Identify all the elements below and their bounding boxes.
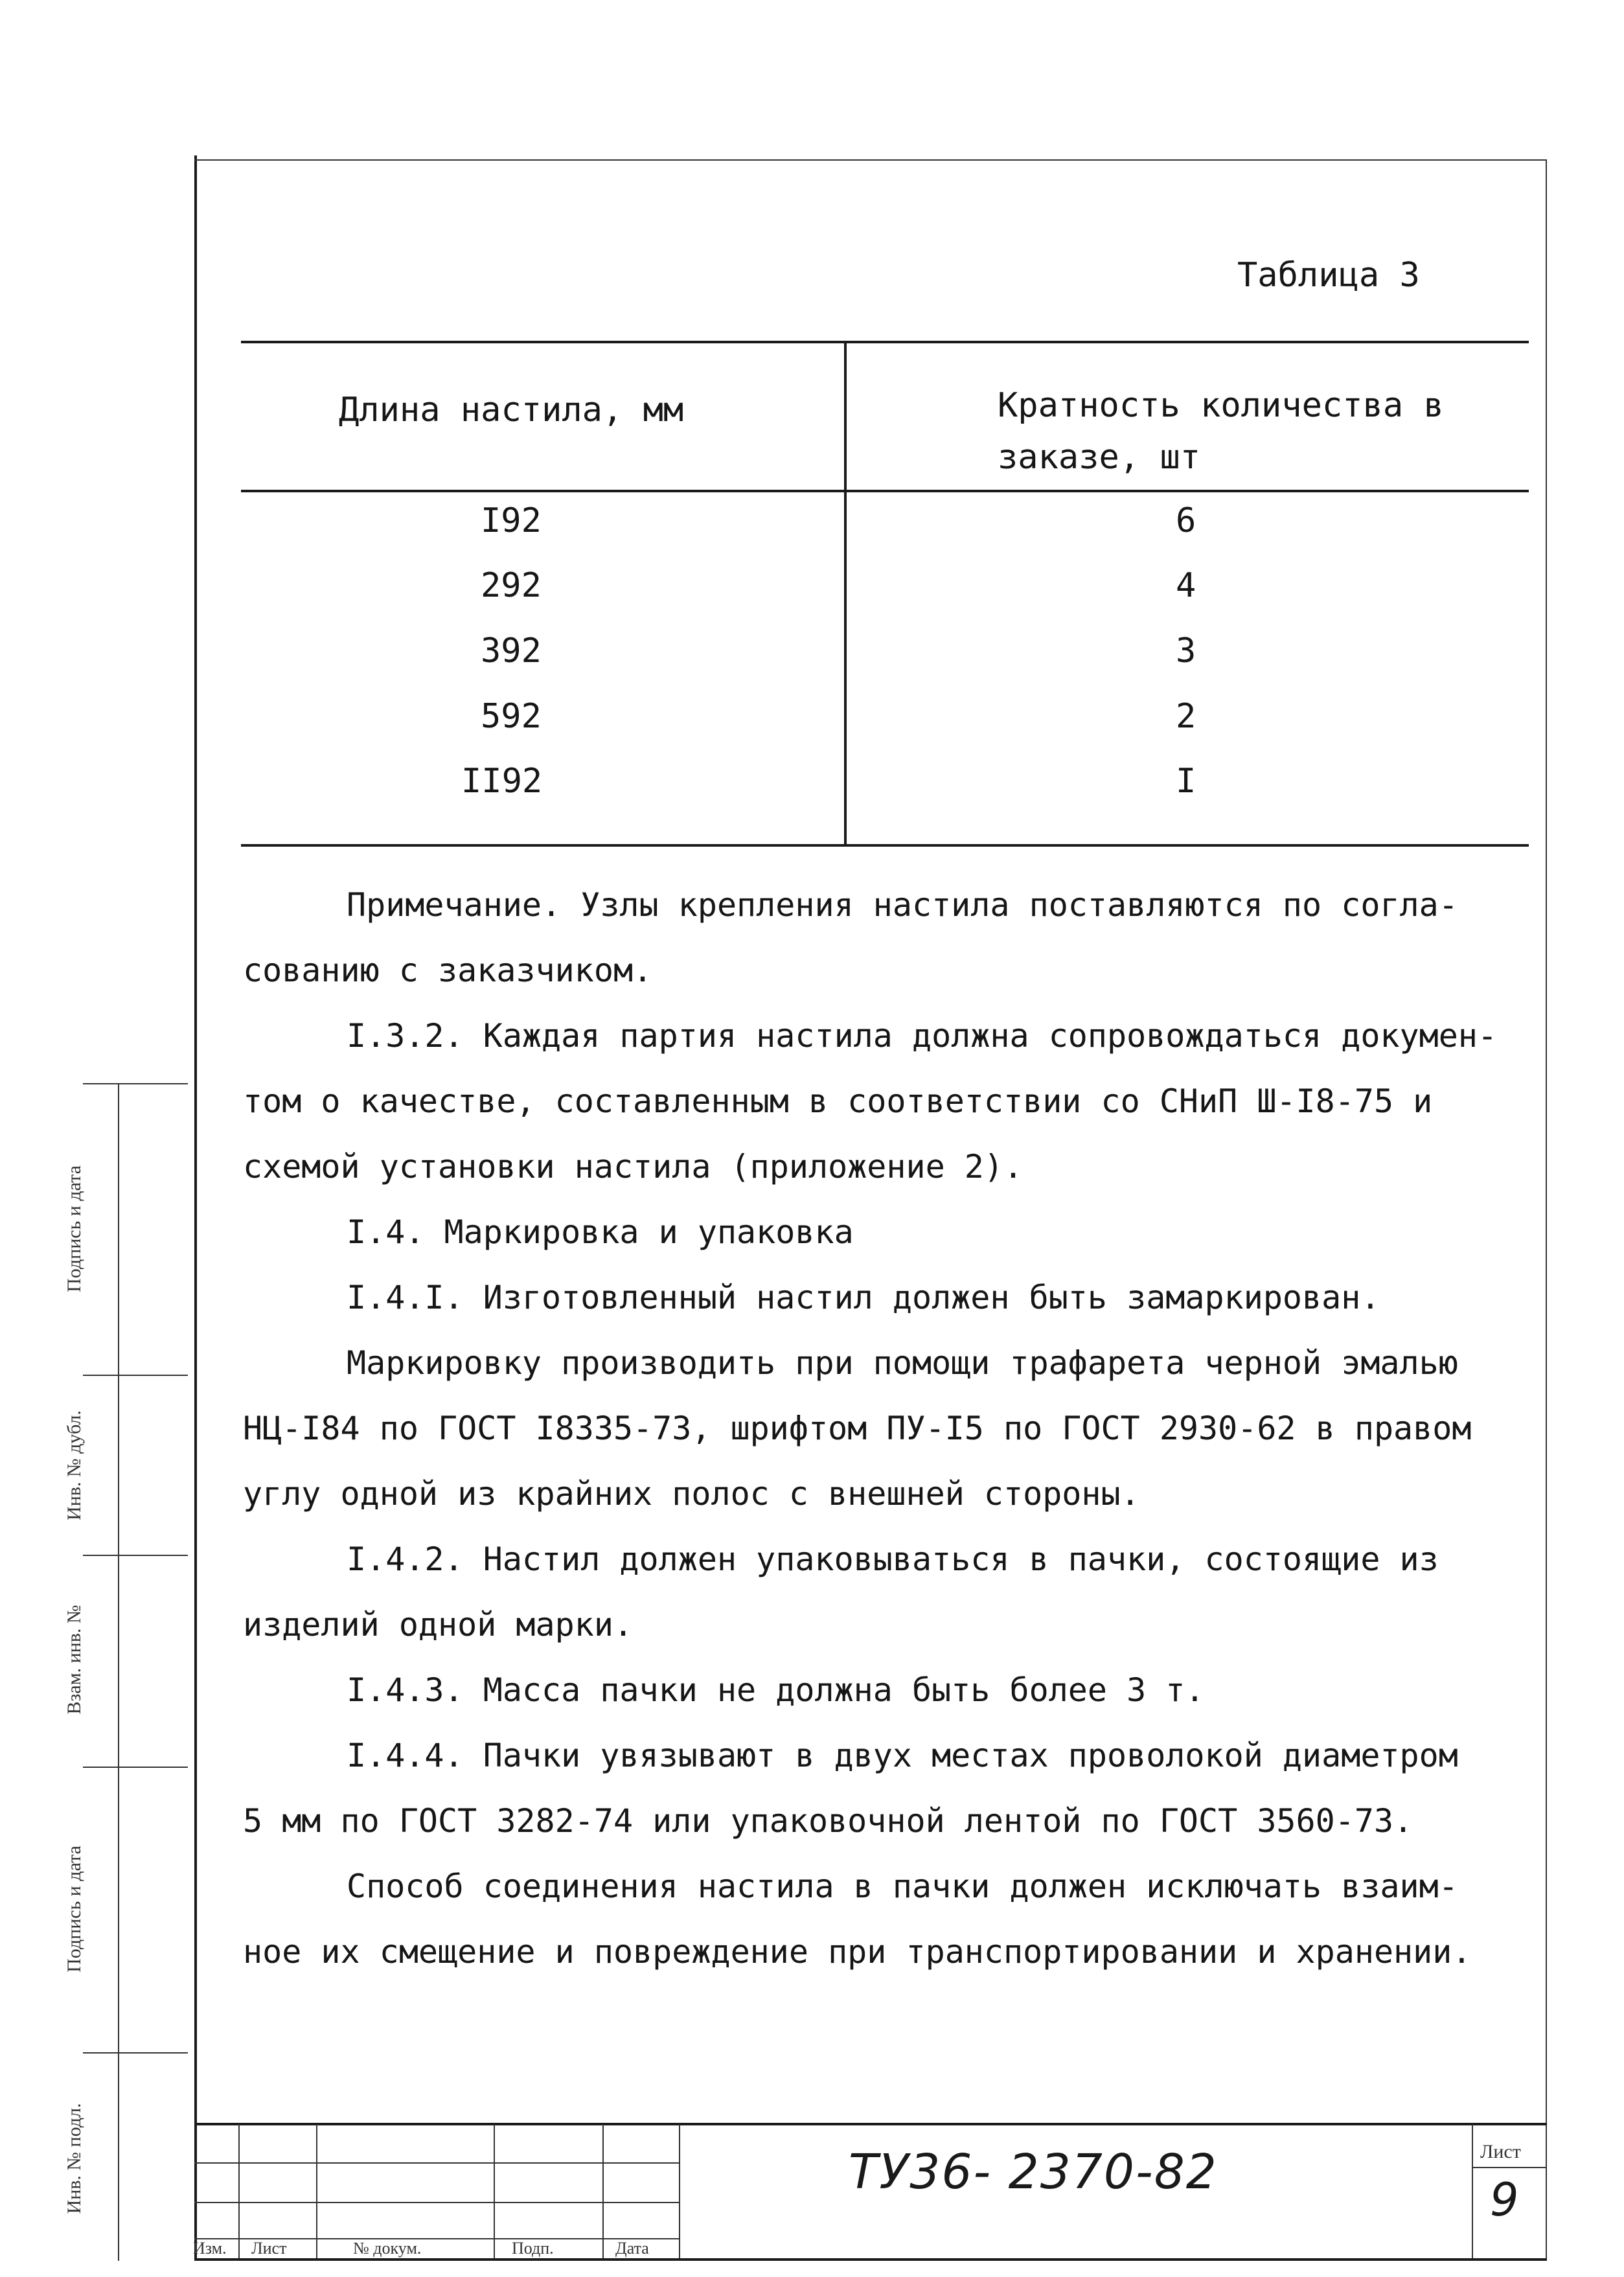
table-header-multiplicity-line1: Кратность количества в (998, 386, 1444, 425)
col-sheet-label: Лист (251, 2239, 287, 2258)
table-cell-multiplicity: I (1176, 762, 1196, 801)
document-code: ТУ36- 2370-82 (849, 2144, 1218, 2200)
method-line-2: ное их смещение и повреждение при транспортировании и хранении. (243, 1933, 1472, 1971)
note-line-2: сованию с заказчиком. (243, 952, 653, 989)
table-cell-multiplicity: 4 (1176, 566, 1196, 605)
title-block-bottom-rule (194, 2258, 1547, 2261)
table-header-rule (241, 490, 1529, 492)
dup-inventory-label: Инв. № дубл. (63, 1410, 85, 1520)
para-1-4-4-line-1: I.4.4. Пачки увязывают в двух местах проволокой диаметром (347, 1737, 1458, 1774)
method-line-1: Способ соединения настила в пачки должен исключать взаим- (347, 1868, 1458, 1905)
table-column-divider (844, 342, 847, 845)
col-date-label: Дата (615, 2239, 649, 2258)
table-cell-multiplicity: 2 (1176, 697, 1196, 736)
section-1-4-heading: I.4. Маркировка и упаковка (347, 1213, 854, 1251)
grid-divider (494, 2124, 495, 2258)
grid-rule (194, 2162, 680, 2164)
grid-divider (679, 2124, 680, 2258)
marking-line-3: углу одной из крайних полос с внешней стороны. (243, 1475, 1140, 1513)
table-top-rule (241, 341, 1529, 343)
stamp-rule (83, 1555, 188, 1556)
table-cell-length: II92 (461, 762, 543, 801)
grid-divider (316, 2124, 317, 2258)
original-inventory-label: Инв. № подл. (63, 2103, 85, 2214)
para-1-4-2-line-2: изделий одной марки. (243, 1606, 634, 1643)
title-block-top-rule (194, 2123, 1547, 2125)
sheet-box-rule (1472, 2167, 1547, 2168)
grid-rule (194, 2202, 680, 2203)
signature-date-bottom-label: Подпись и дата (63, 1846, 85, 1973)
marking-line-2: НЦ-I84 по ГОСТ I8335-73, шрифтом ПУ-I5 по ГОСТ 2930-62 в правом (243, 1410, 1472, 1447)
para-1-4-2-line-1: I.4.2. Настил должен упаковываться в пачки, состоящие из (347, 1540, 1439, 1578)
para-1-4-1: I.4.I. Изготовленный настил должен быть замаркирован. (347, 1279, 1380, 1316)
para-1-3-2-line-3: схемой установки настила (приложение 2). (243, 1148, 1024, 1185)
para-1-3-2-line-2: том о качестве, составленным в соответствии со СНиП Ш-I8-75 и (243, 1082, 1433, 1120)
table-cell-multiplicity: 3 (1176, 632, 1196, 670)
table-header-length: Длина настила, мм (339, 391, 684, 429)
para-1-4-4-line-2: 5 мм по ГОСТ 3282-74 или упаковочной лентой по ГОСТ 3560-73. (243, 1802, 1413, 1840)
table-cell-multiplicity: 6 (1176, 501, 1196, 540)
signature-date-top-label: Подпись и дата (63, 1165, 85, 1292)
col-change-label: Изм. (193, 2239, 227, 2258)
grid-divider (602, 2124, 604, 2258)
table-bottom-rule (241, 844, 1529, 847)
marking-line-1: Маркировку производить при помощи трафарета черной эмалью (347, 1344, 1458, 1382)
col-sign-label: Подп. (512, 2239, 554, 2258)
para-1-4-3: I.4.3. Масса пачки не должна быть более 3 т. (347, 1671, 1205, 1709)
sheet-box-divider (1472, 2124, 1473, 2258)
table-cell-length: 592 (481, 697, 542, 736)
grid-divider (238, 2124, 240, 2258)
frame-left-border (194, 155, 197, 2261)
frame-top-border (194, 159, 1547, 161)
stamp-rule (83, 1767, 188, 1768)
stamp-rule (83, 1375, 188, 1376)
table-cell-length: 392 (481, 632, 542, 670)
stamp-rule (83, 2052, 188, 2054)
para-1-3-2-line-1: I.3.2. Каждая партия настила должна сопровождаться докумен- (347, 1017, 1498, 1055)
sheet-label: Лист (1480, 2141, 1521, 2162)
table-cell-length: I92 (481, 501, 542, 540)
table-cell-length: 292 (481, 566, 542, 605)
sheet-number: 9 (1490, 2173, 1519, 2226)
table-header-multiplicity-line2: заказе, шт (998, 438, 1201, 477)
mutual-inventory-label: Взам. инв. № (63, 1605, 85, 1715)
stamp-divider (118, 1083, 119, 2261)
table-caption: Таблица 3 (1237, 256, 1420, 295)
stamp-rule (83, 1083, 188, 1084)
note-line-1: Примечание. Узлы крепления настила поставляются по согла- (347, 886, 1458, 924)
col-doc-label: № докум. (353, 2239, 422, 2258)
frame-right-border (1546, 159, 1547, 2258)
